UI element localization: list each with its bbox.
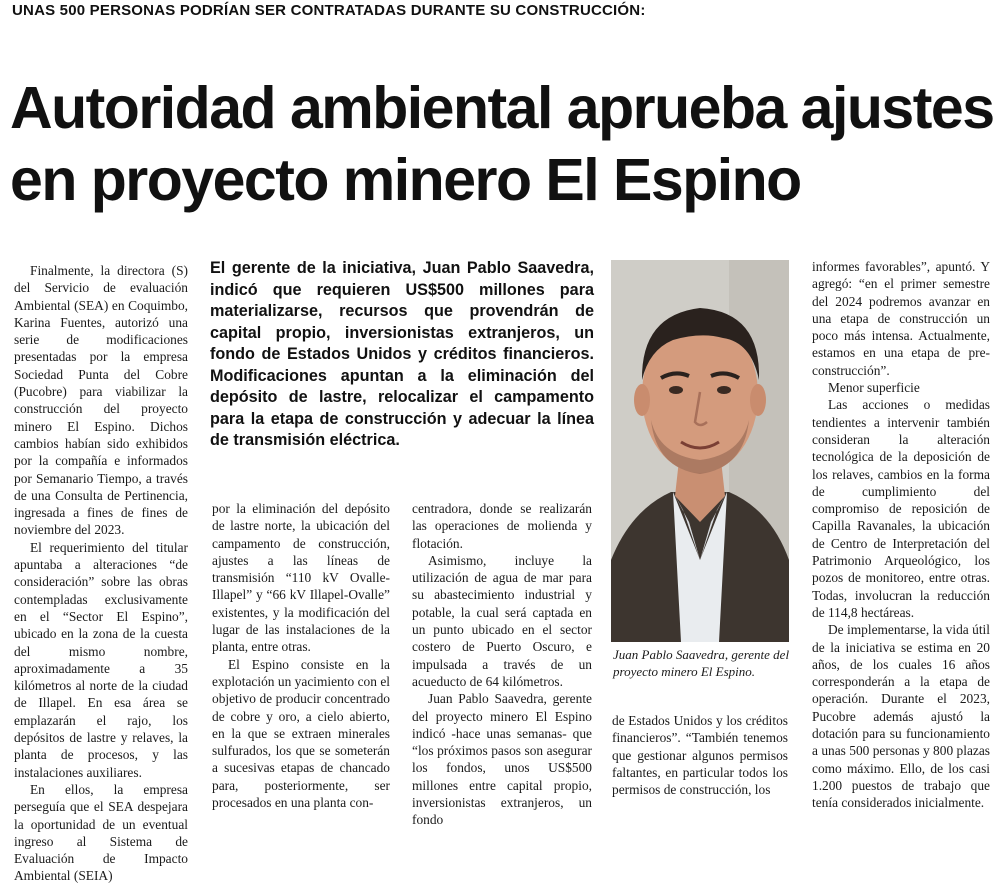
body-column-1: [14, 262, 188, 885]
paragraph: De implementarse, la vida útil de la iniciativa se estima en 20 años, de los cuales 16 años corresponderán a la etapa de operación. Durante el 2023, Pucobre además ajustó la dotación para su funcionamiento a unas 500 personas y 800 plazas como máximo. Ello, de los casi 1.200 puestos de trabajo que tenía considerados inicialmente.: [812, 622, 990, 811]
portrait-photo: [611, 260, 789, 642]
body-column-3: [412, 500, 592, 829]
photo-caption: Juan Pablo Saavedra, gerente del proyecto minero El Espino.: [613, 647, 790, 679]
headline-line-2: en proyecto minero El Espino: [10, 147, 801, 213]
paragraph: Finalmente, la directora (S) del Servicio de evaluación Ambiental (SEA) en Coquimbo, Karina Fuentes, autorizó una serie de modificaciones presentadas por la empresa Sociedad Punta del Cobre (Pucobre) para viabilizar la construcción del proyecto minero El Espino. Dichos cambios habían sido exhibidos por la compañía e informados por Semanario Tiempo, a través de una Consulta de Pertinencia, ingresada a fines de fines de noviembre del 2023.: [14, 263, 188, 538]
body-column-2: [212, 500, 390, 811]
paragraph: de Estados Unidos y los créditos financieros”. “También tenemos que gestionar algunos permisos faltantes, en particular todos los permisos de construcción, los: [612, 713, 788, 798]
headline-line-1: Autoridad ambiental aprueba ajustes: [10, 75, 994, 141]
body-column-5: [812, 258, 990, 812]
paragraph: Las acciones o medidas tendientes a intervenir también consideran la alteración tecnológica de la deposición de los relaves, cambios en la forma de cumplimiento del compromiso de reposición de Capilla Ravanales, la ubicación de Centro de Interpretación del Patrimonio Arqueológico, los pozos de monitoreo, entre otras. Todas, involucran la reducción de 114,8 hectáreas.: [812, 397, 990, 620]
body-column-4: [612, 712, 788, 798]
paragraph: Asimismo, incluye la utilización de agua de mar para su abastecimiento industrial y potable, la cual será captada en un punto ubicado en el sector costero de Puerto Oscuro, e impulsada a través de un acueducto de 64 kilómetros.: [412, 552, 592, 689]
article-lead: El gerente de la iniciativa, Juan Pablo Saavedra, indicó que requieren US$500 millones para materializarse, recursos que provendrán de capital propio, inversionistas extranjeros, un fondo de Estados Unidos y créditos financieros. Modificaciones apuntan a la eliminación del depósito de lastre, relocalizar el campamento para la etapa de construcción y adecuar la línea de transmisión eléctrica.: [210, 259, 594, 449]
subheading: Menor superficie: [828, 380, 920, 396]
paragraph: El requerimiento del titular apuntaba a alteraciones “de consideración” sobre las obras contempladas exclusivamente en el “Sector El Espino”, ubicado en la zona de la cuesta del mismo nombre, aproximadamente a 35 kilómetros al norte de la ciudad de Illapel. En esa área se emplazarán el rajo, los depósitos de lastre y relaves, la planta de procesos, y las instalaciones auxiliares.: [14, 539, 188, 780]
paragraph: informes favorables”, apuntó. Y agregó: “en el primer semestre del 2024 podremos avanzar en una etapa de construcción un poco más intensa. Actualmente, estamos en una etapa de pre-construcción”.: [812, 259, 990, 378]
article-headline: [10, 72, 995, 216]
paragraph: El Espino consiste en la explotación un yacimiento con el objetivo de producir concentrado de cobre y oro, a cielo abierto, en la que se extraen minerales sulfurados, los que se someterán a sucesivas etapas de chancado para, posteriormente, ser procesados en una planta con-: [212, 656, 390, 811]
article-kicker: UNAS 500 PERSONAS PODRÍAN SER CONTRATADAS DURANTE SU CONSTRUCCIÓN:: [12, 2, 646, 19]
paragraph: por la eliminación del depósito de lastre norte, la ubicación del campamento de construcción, ajustes a las líneas de transmisión “110 kV Ovalle-Illapel” y “66 kV Illapel-Ovalle” existentes, y la modificación del lugar de las instalaciones de la planta, entre otras.: [212, 501, 390, 655]
portrait-illustration: [611, 260, 789, 642]
paragraph: En ellos, la empresa perseguía que el SEA despejara la oportunidad de un eventual ingreso al Sistema de Evaluación de Impacto Ambiental (SEIA): [14, 781, 188, 884]
paragraph: centradora, donde se realizarán las operaciones de molienda y flotación.: [412, 501, 592, 551]
paragraph: Juan Pablo Saavedra, gerente del proyecto minero El Espino indicó -hace unas semanas- que “los próximos pasos son asegurar los fondos, unos US$500 millones entre capital propio, inversionistas extranjeros, un fondo: [412, 691, 592, 828]
